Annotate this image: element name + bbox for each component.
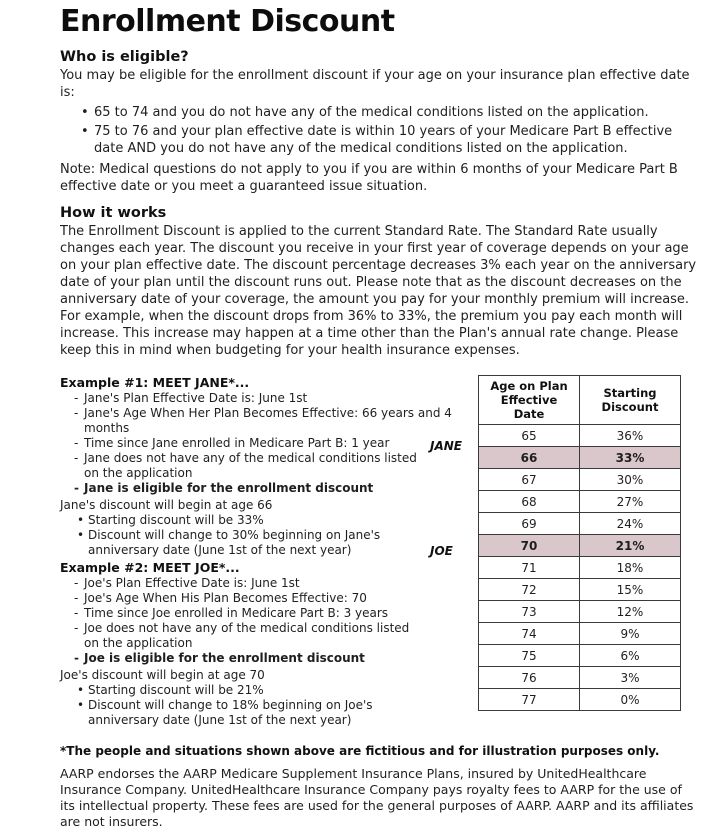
list-item	[74, 591, 460, 606]
cell-discount: 18%	[580, 557, 681, 579]
examples-section	[60, 375, 698, 730]
cell-age: 70	[479, 535, 580, 557]
cell-discount: 9%	[580, 623, 681, 645]
list-item	[88, 683, 460, 698]
table-row	[479, 557, 681, 579]
table-row	[479, 425, 681, 447]
discount-table-wrapper	[430, 375, 681, 711]
detail-text: Joe's Plan Effective Date is: June 1st	[84, 576, 300, 590]
eligibility-bullet-list	[60, 104, 698, 157]
list-item	[74, 481, 460, 496]
cell-discount: 24%	[580, 513, 681, 535]
cell-discount: 21%	[580, 535, 681, 557]
cell-age: 76	[479, 667, 580, 689]
table-row	[479, 623, 681, 645]
sub-bullet-text: Starting discount will be 33%	[88, 513, 264, 527]
cell-discount: 12%	[580, 601, 681, 623]
cell-age: 75	[479, 645, 580, 667]
list-item	[74, 621, 460, 651]
discount-table	[478, 375, 681, 711]
list-item	[88, 698, 460, 728]
sub-bullet-text: Starting discount will be 21%	[88, 683, 264, 697]
cell-discount: 27%	[580, 491, 681, 513]
table-row	[479, 513, 681, 535]
detail-text: Jane's Age When Her Plan Becomes Effective: 66 years and 4 months	[84, 406, 452, 435]
list-item	[74, 576, 460, 591]
cell-age: 74	[479, 623, 580, 645]
table-row	[479, 491, 681, 513]
detail-text: Joe's Age When His Plan Becomes Effective: 70	[84, 591, 367, 605]
detail-text-cont: on the application	[84, 636, 193, 650]
header-line-2: Effective Date	[500, 393, 558, 421]
list-item	[88, 528, 460, 558]
detail-text: Time since Jane enrolled in Medicare Part B: 1 year	[84, 436, 390, 450]
header-line-2: Discount	[601, 400, 659, 414]
list-item	[74, 436, 460, 451]
example-2-sub-bullets	[60, 683, 460, 728]
header-line-1: Age on Plan	[490, 379, 568, 393]
examples-text-column	[60, 375, 460, 730]
detail-text-cont: on the application	[84, 466, 193, 480]
list-item	[74, 391, 460, 406]
list-item: • 65 to 74 and you do not have any of the medical conditions listed on the application.	[94, 104, 698, 121]
table-row	[479, 469, 681, 491]
detail-text: Jane does not have any of the medical conditions listed	[84, 451, 417, 465]
page-title: Enrollment Discount	[60, 4, 395, 39]
detail-text: Joe is eligible for the enrollment discount	[84, 651, 365, 665]
sub-bullet-text: Discount will change to 18% beginning on Joe's	[88, 698, 373, 712]
cell-discount: 36%	[580, 425, 681, 447]
list-item	[74, 606, 460, 621]
column-header-discount	[580, 376, 681, 425]
example-2-lead: Joe's discount will begin at age 70	[60, 668, 265, 682]
how-it-works-body: The Enrollment Discount is applied to the current Standard Rate. The Standard Rate usually changes each year. The discount you receive in your first year of coverage depends on your age on your plan effective date. The discount percentage decreases 3% each year on the anniversary date of your plan until the discount runs out. Please note that as the discount decreases on the anniversary date of your coverage, the amount you pay for your monthly premium will increase. For example, when the discount drops from 36% to 33%, the premium you pay each month will increase. This increase may happen at a time other than the Plan's annual rate change. Please keep this in mind when budgeting for your health insurance expenses.	[60, 224, 697, 358]
example-2-details	[60, 576, 460, 666]
table-row	[479, 601, 681, 623]
how-it-works-heading: How it works	[60, 205, 167, 221]
cell-discount: 3%	[580, 667, 681, 689]
row-tag-jane: JANE	[430, 439, 462, 453]
cell-age: 71	[479, 557, 580, 579]
example-1-lead: Jane's discount will begin at age 66	[60, 498, 273, 512]
list-item	[74, 406, 460, 436]
list-item	[88, 513, 460, 528]
detail-text: Jane's Plan Effective Date is: June 1st	[84, 391, 308, 405]
footnote: *The people and situations shown above are fictitious and for illustration purposes only.	[60, 744, 660, 758]
table-row	[479, 667, 681, 689]
example-2-heading: Example #2: MEET JOE*...	[60, 560, 240, 575]
cell-age: 69	[479, 513, 580, 535]
cell-age: 77	[479, 689, 580, 711]
cell-discount: 0%	[580, 689, 681, 711]
table-row	[479, 645, 681, 667]
table-header-row	[479, 376, 681, 425]
example-1-heading: Example #1: MEET JANE*...	[60, 375, 250, 390]
cell-discount: 6%	[580, 645, 681, 667]
cell-age: 66	[479, 447, 580, 469]
row-tag-joe: JOE	[430, 544, 453, 558]
list-item: • 75 to 76 and your plan effective date is within 10 years of your Medicare Part B effective date AND you do not have any of the medical conditions listed on the application.	[94, 123, 698, 157]
sub-bullet-text: Discount will change to 30% beginning on Jane's	[88, 528, 381, 542]
example-1-details	[60, 391, 460, 496]
table-row	[479, 689, 681, 711]
table-row	[479, 535, 681, 557]
detail-text: Joe does not have any of the medical conditions listed	[84, 621, 410, 635]
detail-text: Time since Joe enrolled in Medicare Part B: 3 years	[84, 606, 389, 620]
eligibility-intro: You may be eligible for the enrollment discount if your age on your insurance plan effective date is:	[60, 68, 690, 100]
list-item	[74, 651, 460, 666]
cell-age: 67	[479, 469, 580, 491]
legal-disclaimer: AARP endorses the AARP Medicare Supplement Insurance Plans, insured by UnitedHealthcare Insurance Company. UnitedHealthcare Insurance Company pays royalty fees to AARP for the use of its intellectual property. These fees are used for the general purposes of AARP. AARP and its affiliates are not insurers.	[60, 766, 694, 829]
table-row	[479, 579, 681, 601]
eligibility-heading: Who is eligible?	[60, 49, 189, 65]
sub-bullet-text-cont: anniversary date (June 1st of the next year)	[88, 543, 352, 557]
cell-age: 65	[479, 425, 580, 447]
document-page	[0, 4, 716, 829]
table-row	[479, 447, 681, 469]
cell-age: 72	[479, 579, 580, 601]
example-1-sub-bullets	[60, 513, 460, 558]
column-header-age	[479, 376, 580, 425]
header-line-1: Starting	[603, 386, 657, 400]
sub-bullet-text-cont: anniversary date (June 1st of the next year)	[88, 713, 352, 727]
cell-discount: 15%	[580, 579, 681, 601]
cell-discount: 33%	[580, 447, 681, 469]
cell-age: 68	[479, 491, 580, 513]
eligibility-note: Note: Medical questions do not apply to you if you are within 6 months of your Medicare Part B effective date or you meet a guaranteed issue situation.	[60, 162, 678, 194]
cell-discount: 30%	[580, 469, 681, 491]
cell-age: 73	[479, 601, 580, 623]
list-item	[74, 451, 460, 481]
detail-text: Jane is eligible for the enrollment discount	[84, 481, 374, 495]
